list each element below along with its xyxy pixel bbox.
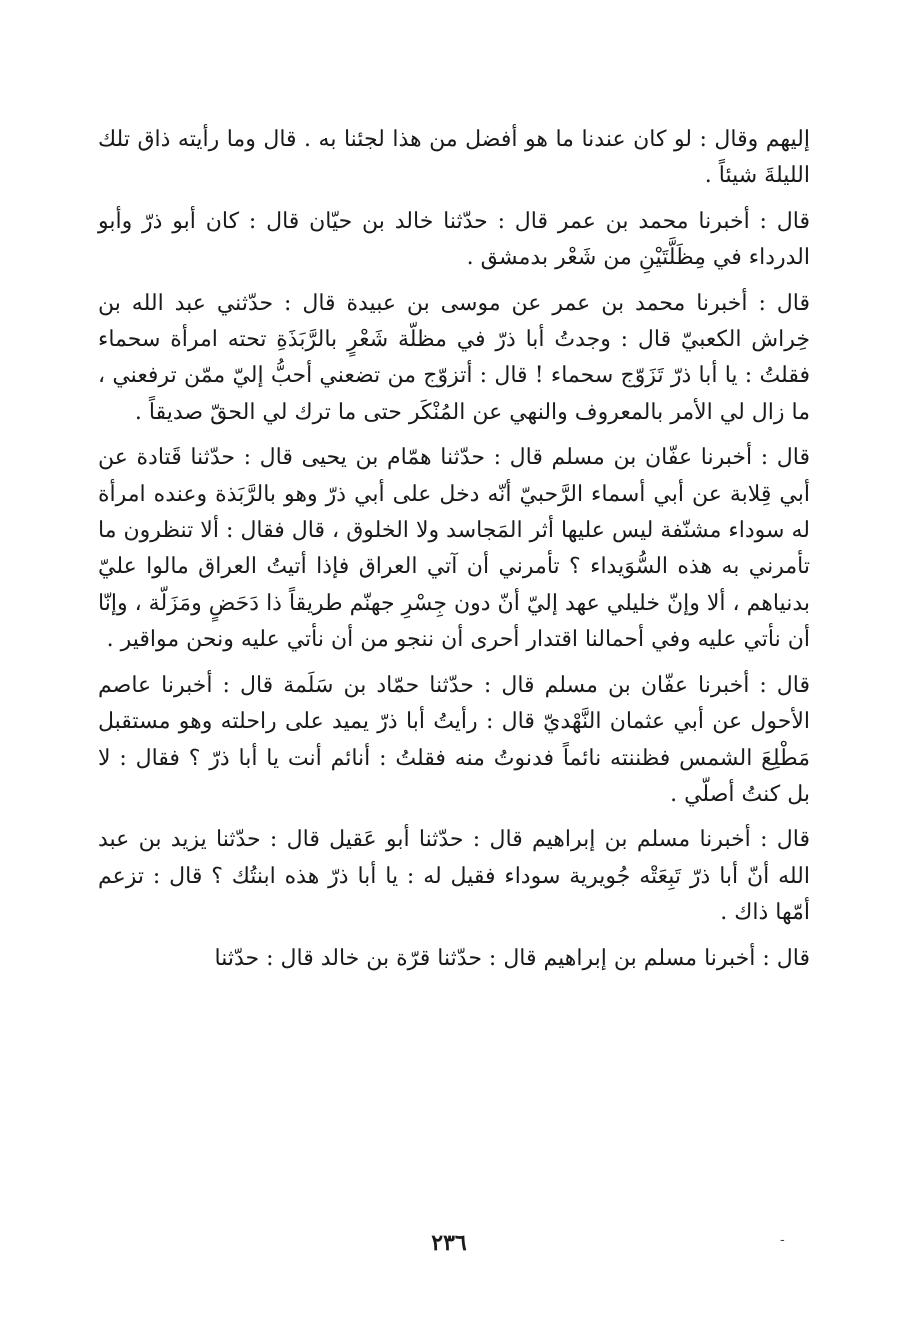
paragraph: قال : أخبرنا مسلم بن إبراهيم قال : حدّثنا قرّة بن خالد قال : حدّثنا bbox=[214, 945, 810, 971]
page-number: ٢٣٦ bbox=[431, 1230, 467, 1256]
paragraph: قال : أخبرنا محمد بن عمر عن موسى بن عبيدة قال : حدّثني عبد الله بن خِراش الكعبيّ قال : وجدتُ أبا ذرّ في مظلّة شَعْرٍ بالرَّبَذَةِ تحته امرأة سحماء فقلتُ : يا أبا ذرّ تَزَوّج سحماء ! قال : أتزوّج من تضعني أحبُّ إليّ ممّن ترفعني ، ما زال لي الأمر بالمعروف والنهي عن المُنْكَر حتى ما ترك لي الحقّ صديقاً . bbox=[98, 290, 810, 425]
body-text bbox=[98, 122, 810, 977]
paragraph: قال : أخبرنا عفّان بن مسلم قال : حدّثنا حمّاد بن سَلَمة قال : أخبرنا عاصم الأحول عن أبي عثمان النَّهْديّ قال : رأيتُ أبا ذرّ يميد على راحلته وهو مستقبل مَطْلِعَ الشمس فظننته نائماً فدنوتُ منه فقلتُ : أنائم أنت يا أبا ذرّ ؟ فقال : لا بل كنتُ أصلّي . bbox=[98, 672, 810, 807]
paragraph: إليهم وقال : لو كان عندنا ما هو أفضل من هذا لجئنا به . قال وما رأيته ذاق تلك الليلةَ شيئاً . bbox=[98, 127, 810, 189]
paragraph: قال : أخبرنا عفّان بن مسلم قال : حدّثنا همّام بن يحيى قال : حدّثنا قَتادة عن أبي قِلابة عن أبي أسماء الرَّحبيّ أنّه دخل على أبي ذرّ وهو بالرَّبَذة وعنده امرأة له سوداء مشنّفة ليس عليها أثر المَجاسد ولا الخلوق ، قال فقال : ألا تنظرون ما تأمرني به هذه السُّوَيداء ؟ تأمرني أن آتي العراق فإذا أتيتُ العراق مالوا عليّ بدنياهم ، ألا وإنّ خليلي عهد إليّ أنّ دون جِسْرِ جهنّم طريقاً ذا دَحَضٍ ومَزَلّة ، وإنّا أن نأتي عليه وفي أحمالنا اقتدار أحرى أن ننجو من أن نأتي عليه ونحن مواقير . bbox=[98, 445, 810, 653]
paragraph: قال : أخبرنا محمد بن عمر قال : حدّثنا خالد بن حيّان قال : كان أبو ذرّ وأبو الدرداء في مِظَلَّتَيْنِ من شَعْر بدمشق . bbox=[98, 208, 810, 271]
margin-mark: - bbox=[780, 1232, 785, 1248]
paragraph: قال : أخبرنا مسلم بن إبراهيم قال : حدّثنا أبو عَقيل قال : حدّثنا يزيد بن عبد الله أنّ أبا ذرّ تَبِعَتْه جُويرية سوداء فقيل له : يا أبا ذرّ هذه ابنتُك ؟ قال : تزعم أمّها ذاك . bbox=[98, 827, 810, 926]
